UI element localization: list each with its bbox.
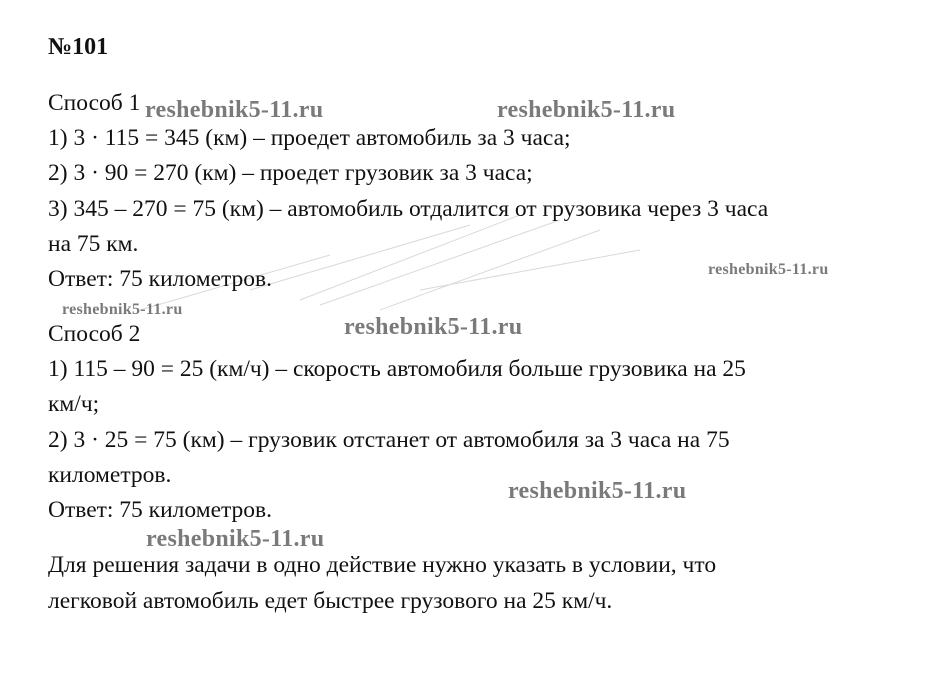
method1-step3-line1: 3) 345 – 270 = 75 (км) – автомобиль отдалится от грузовика через 3 часа: [48, 196, 769, 222]
method2-heading: Способ 2: [48, 321, 141, 347]
exercise-number: №101: [48, 34, 109, 60]
method1-step3-line2: на 75 км.: [48, 231, 139, 257]
watermark: reshebnik5-11.ru: [146, 526, 325, 552]
method2-answer: Ответ: 75 километров.: [48, 497, 273, 523]
note-line2: легковой автомобиль едет быстрее грузового на 25 км/ч.: [48, 588, 613, 614]
watermark: reshebnik5-11.ru: [708, 261, 829, 278]
watermark: reshebnik5-11.ru: [508, 478, 687, 504]
method1-step1: 1) 3 · 115 = 345 (км) – проедет автомобиль за 3 часа;: [48, 125, 571, 151]
method2-step1-line2: км/ч;: [48, 391, 100, 417]
watermark: reshebnik5-11.ru: [344, 314, 523, 340]
method2-step2-line1: 2) 3 · 25 = 75 (км) – грузовик отстанет от автомобиля за 3 часа на 75: [48, 427, 730, 453]
method1-step2: 2) 3 · 90 = 270 (км) – проедет грузовик за 3 часа;: [48, 160, 533, 186]
note-line1: Для решения задачи в одно действие нужно указать в условии, что: [48, 552, 717, 578]
watermark: reshebnik5-11.ru: [62, 301, 183, 318]
watermark: reshebnik5-11.ru: [497, 97, 676, 123]
method2-step2-line2: километров.: [48, 462, 172, 488]
watermark: reshebnik5-11.ru: [145, 97, 324, 123]
method2-step1-line1: 1) 115 – 90 = 25 (км/ч) – скорость автомобиля больше грузовика на 25: [48, 356, 746, 382]
method1-heading: Способ 1: [48, 90, 141, 116]
method1-answer: Ответ: 75 километров.: [48, 266, 273, 292]
